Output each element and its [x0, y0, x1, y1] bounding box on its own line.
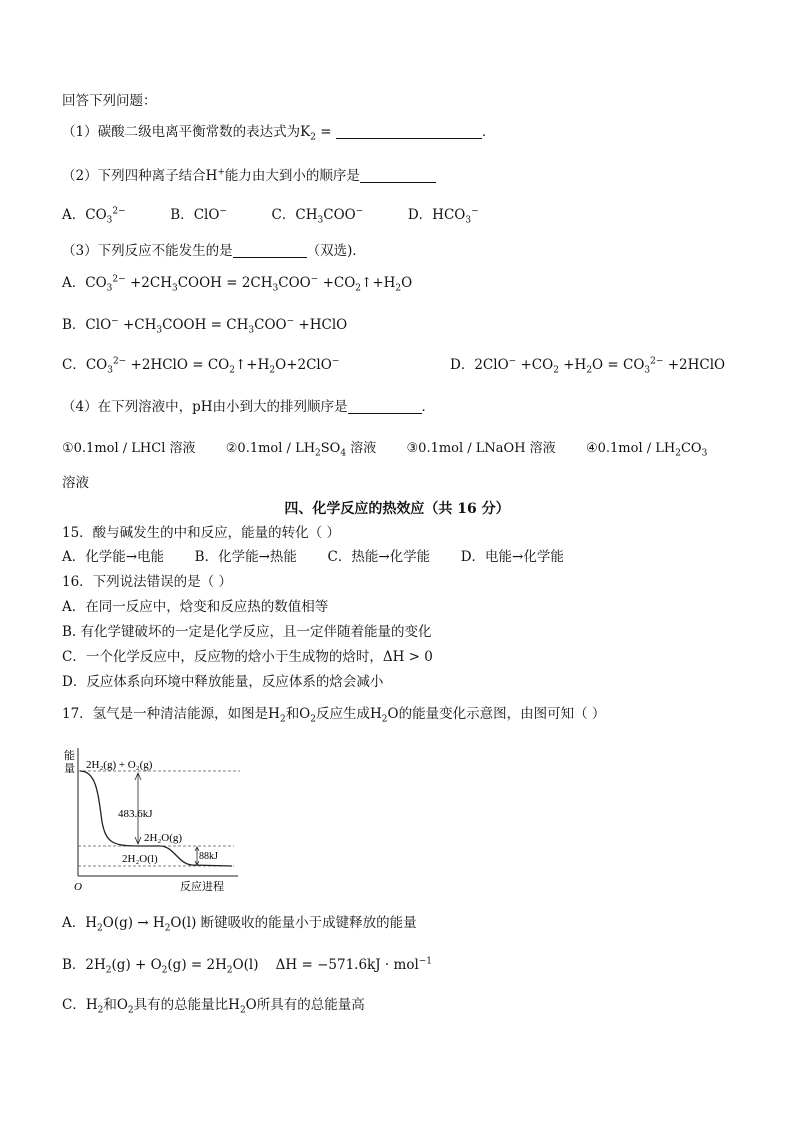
origin-label: O	[74, 881, 82, 893]
option-a[interactable]: A．$CO_3^{2-}$	[62, 206, 126, 226]
question-16-stem: 16．下列说法错误的是（ ）	[62, 574, 232, 590]
q4-options	[62, 440, 707, 458]
question-3	[62, 242, 366, 260]
q15-option-b[interactable]: B．化学能→热能	[194, 549, 297, 565]
option-d[interactable]: D．$HCO_3^-$	[407, 206, 479, 226]
question-number: （3）	[62, 243, 98, 259]
q3-option-b[interactable]: B．$ClO^- +CH_3COOH = CH_3COO^-$ +HClO	[62, 316, 348, 336]
question-17-stem: 17．氢气是一种清洁能源，如图是$H_2$和$O_2$反应生成$H_2O$的能量变化示意图，由图可知（ ）	[62, 706, 606, 725]
gas-product-label: 2H₂O(g)	[144, 832, 183, 844]
question-text: 下列反应不能发生的是	[97, 243, 233, 259]
answer-blank[interactable]	[360, 168, 436, 183]
answer-blank[interactable]	[233, 243, 307, 258]
q4-option-4-wrap: 溶液	[62, 475, 89, 491]
q4-option-1[interactable]: ①0.1mol / LHCl 溶液	[62, 441, 196, 456]
q17-option-a[interactable]: A．$H_2O(g) \to H_2O(l)$ 断键吸收的能量小于成键释放的能量	[62, 915, 417, 934]
option-c[interactable]: C．$CH_3COO^-$	[271, 206, 364, 226]
question-text: 在下列溶液中，pH由小到大的排列顺序是	[97, 399, 348, 415]
q2-options	[62, 206, 479, 224]
q16-option-d[interactable]: D．反应体系向环境中释放能量，反应体系的焓会减小	[62, 674, 384, 690]
reactant-label: 2H₂(g) + O₂(g)	[86, 759, 153, 771]
q15-option-a[interactable]: A．化学能→电能	[62, 549, 165, 565]
question-1	[62, 123, 495, 141]
energy-diagram	[60, 742, 260, 897]
q3-option-a[interactable]: A．$CO_3^{2-}$ $+2CH_3COOH = 2CH_3COO^-$ $+CO_2↑+H_2O$	[62, 274, 413, 294]
superscript: +	[217, 167, 225, 178]
answer-blank[interactable]	[336, 124, 482, 139]
q3-option-d[interactable]: D．$2ClO^- +CO_2 +H_2O = CO_3^{2-}$ +2HClO	[450, 356, 726, 376]
answer-blank[interactable]	[348, 399, 422, 414]
question-number: （1）	[62, 124, 98, 140]
q4-option-4[interactable]: ④0.1mol / $LH_2CO_3$	[585, 441, 708, 459]
question-2	[62, 167, 436, 185]
big-gap-label: 483.6kJ	[118, 808, 153, 820]
q15-option-d[interactable]: D．电能→化学能	[460, 549, 564, 565]
small-gap-label: 88kJ	[199, 851, 218, 862]
question-text: 下列四种离子结合H	[97, 168, 218, 184]
question-text: 碳酸二级电离平衡常数的表达式为K	[97, 124, 311, 140]
q3-option-c[interactable]: C．$CO_3^{2-}$ +2HClO = $CO_2↑+H_2O+2ClO^-$	[62, 356, 340, 376]
section-title: 四、化学反应的热效应（共 16 分）	[284, 501, 510, 517]
intro-text: 回答下列问题：	[62, 93, 157, 109]
q4-option-2[interactable]: ②0.1mol / $LH_2SO_4$ 溶液	[225, 441, 377, 459]
question-15-options	[62, 548, 564, 566]
option-b[interactable]: B．ClO−	[170, 206, 227, 223]
question-4	[62, 398, 435, 416]
y-axis-label-2: 量	[64, 763, 75, 775]
question-text: 能力由大到小的顺序是	[224, 168, 360, 184]
q17-option-c[interactable]: C．$H_2$和$O_2$具有的总能量比$H_2O$所具有的总能量高	[62, 997, 365, 1016]
q17-option-b[interactable]: B．$2H_2(g) + O_2(g) = 2H_2O(l)$ ΔH = −571.6kJ · mol$^{-1}$	[62, 956, 433, 976]
x-axis-label: 反应进程	[180, 881, 224, 893]
q16-option-a[interactable]: A．在同一反应中，焓变和反应热的数值相等	[62, 599, 329, 615]
question-number: （4）	[62, 399, 98, 415]
q16-option-c[interactable]: C．一个化学反应中，反应物的焓小于生成物的焓时，ΔH > 0	[62, 649, 433, 665]
y-axis-label-1: 能	[64, 750, 75, 762]
q15-option-c[interactable]: C．热能→化学能	[327, 549, 431, 565]
period: ．	[481, 124, 496, 140]
question-tail: （双选)．	[306, 243, 366, 259]
q16-option-b[interactable]: B. 有化学键破坏的一定是化学反应，且一定伴随着能量的变化	[62, 624, 432, 640]
period: ．	[421, 399, 436, 415]
liquid-product-label: 2H₂O(l)	[122, 853, 158, 865]
question-number: （2）	[62, 168, 98, 184]
question-15-stem: 15．酸与碱发生的中和反应，能量的转化（ ）	[62, 525, 340, 541]
equals-sign: =	[315, 124, 336, 140]
subscript: 2	[310, 132, 316, 143]
q4-option-3[interactable]: ③0.1mol / LNaOH 溶液	[406, 441, 556, 456]
